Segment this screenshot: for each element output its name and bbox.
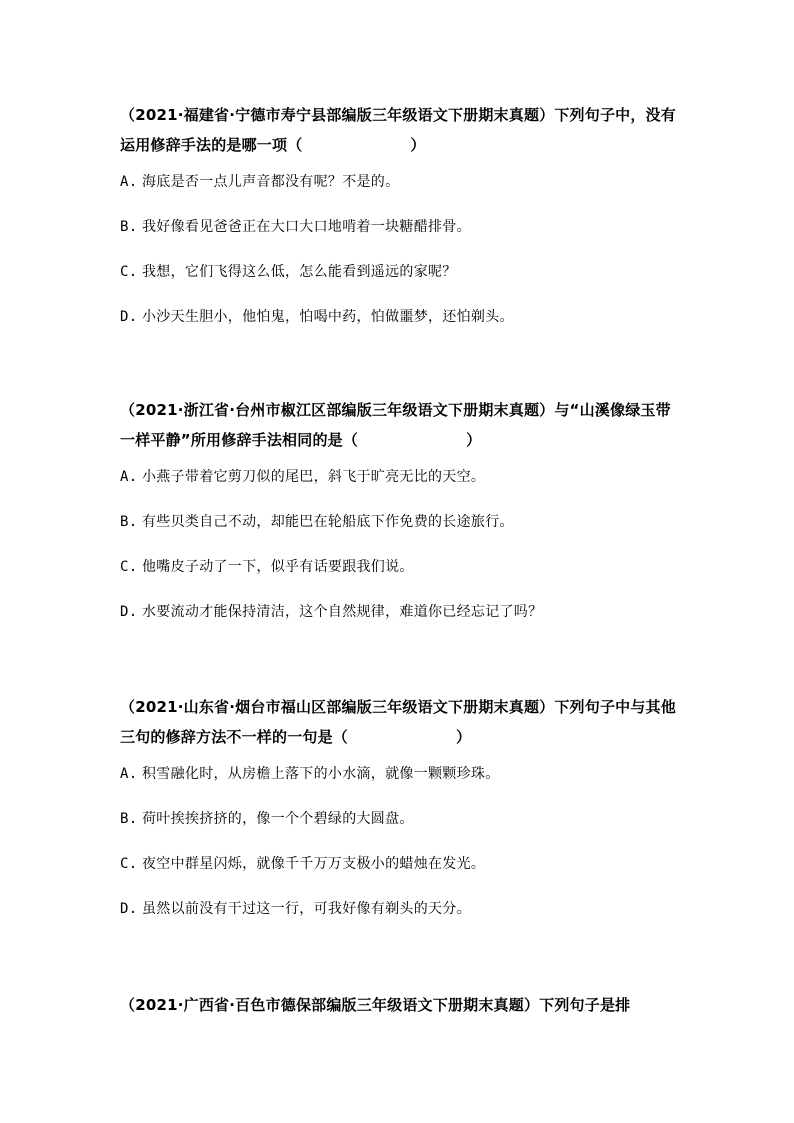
- option-a: [120, 172, 680, 217]
- question-1: [120, 100, 680, 352]
- option-letter: B.: [120, 219, 138, 235]
- option-letter: C.: [120, 856, 138, 872]
- option-d: [120, 899, 680, 944]
- question-4: [120, 990, 680, 1020]
- options-list: [120, 172, 680, 352]
- option-text: 夜空中群星闪烁，就像千千万万支极小的蜡烛在发光。: [142, 856, 486, 872]
- option-letter: A.: [120, 766, 138, 782]
- question-stem-close: ）: [456, 728, 472, 746]
- option-letter: C.: [120, 264, 138, 280]
- option-text: 小燕子带着它剪刀似的尾巴，斜飞于旷亮无比的天空。: [142, 469, 486, 485]
- question-stem-text: （2021·山东省·烟台市福山区部编版三年级语文下册期末真题）下列句子中与其他三句的修辞方法不一样的一句是（: [120, 698, 676, 746]
- option-letter: B.: [120, 811, 138, 827]
- option-letter: D.: [120, 604, 138, 620]
- option-c: [120, 262, 680, 307]
- option-letter: A.: [120, 174, 138, 190]
- option-letter: D.: [120, 309, 138, 325]
- question-stem: [120, 395, 680, 455]
- option-text: 海底是否一点儿声音都没有呢？不是的。: [142, 174, 400, 190]
- option-b: [120, 217, 680, 262]
- question-stem: [120, 990, 680, 1020]
- options-list: [120, 467, 680, 647]
- option-text: 有些贝类自己不动，却能巴在轮船底下作免费的长途旅行。: [142, 514, 514, 530]
- option-text: 虽然以前没有干过这一行，可我好像有剃头的天分。: [142, 901, 471, 917]
- question-stem-close: ）: [466, 431, 482, 449]
- question-stem: [120, 100, 680, 160]
- option-text: 积雪融化时，从房檐上落下的小水滴，就像一颗颗珍珠。: [142, 766, 500, 782]
- option-d: [120, 307, 680, 352]
- option-text: 我好像看见爸爸正在大口大口地啃着一块糖醋排骨。: [142, 219, 471, 235]
- option-text: 我想，它们飞得这么低，怎么能看到遥远的家呢？: [142, 264, 457, 280]
- question-3: [120, 692, 680, 944]
- option-b: [120, 809, 680, 854]
- option-text: 荷叶挨挨挤挤的，像一个个碧绿的大圆盘。: [142, 811, 414, 827]
- question-stem-text: （2021·福建省·宁德市寿宁县部编版三年级语文下册期末真题）下列句子中，没有运用修辞手法的是哪一项（: [120, 106, 676, 154]
- question-stem-text: （2021·浙江省·台州市椒江区部编版三年级语文下册期末真题）与“山溪像绿玉带一样平静”所用修辞手法相同的是（: [120, 401, 671, 449]
- option-text: 他嘴皮子动了一下，似乎有话要跟我们说。: [142, 559, 414, 575]
- option-letter: B.: [120, 514, 138, 530]
- option-letter: C.: [120, 559, 138, 575]
- question-stem-close: ）: [410, 136, 426, 154]
- question-2: [120, 395, 680, 647]
- option-text: 小沙天生胆小，他怕鬼，怕喝中药，怕做噩梦，还怕剃头。: [142, 309, 514, 325]
- option-letter: D.: [120, 901, 138, 917]
- options-list: [120, 764, 680, 944]
- option-c: [120, 854, 680, 899]
- question-stem-text: （2021·广西省·百色市德保部编版三年级语文下册期末真题）下列句子是排: [120, 996, 631, 1014]
- option-d: [120, 602, 680, 647]
- option-c: [120, 557, 680, 602]
- option-a: [120, 467, 680, 512]
- option-letter: A.: [120, 469, 138, 485]
- option-b: [120, 512, 680, 557]
- option-a: [120, 764, 680, 809]
- question-stem: [120, 692, 680, 752]
- option-text: 水要流动才能保持清洁，这个自然规律，难道你已经忘记了吗？: [142, 604, 543, 620]
